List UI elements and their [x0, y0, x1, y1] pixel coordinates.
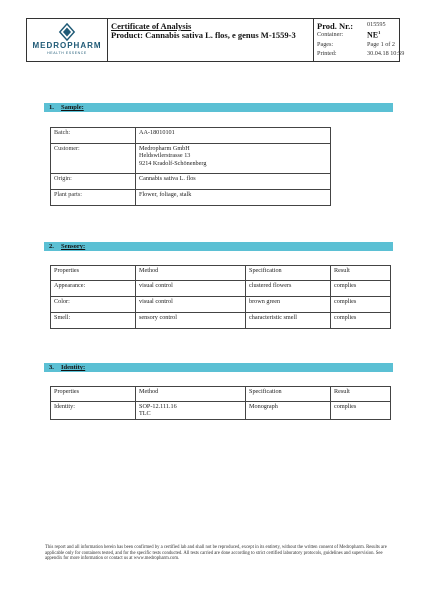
table-cell: complies	[331, 281, 391, 297]
table-header-row	[51, 266, 391, 281]
table-row	[51, 297, 391, 313]
table-cell: Batch:	[51, 128, 136, 144]
section-title: Sample:	[61, 104, 84, 111]
table-cell: Origin:	[51, 174, 136, 190]
pages-label: Pages:	[317, 41, 334, 48]
column-header: Method	[136, 387, 246, 402]
container-value: $NE^1$	[367, 30, 381, 40]
column-header: Specification	[246, 387, 331, 402]
table-cell: complies	[331, 402, 391, 420]
section-title: Sensory:	[61, 243, 86, 250]
pages-value: Page 1 of 2	[367, 41, 396, 48]
table-row	[51, 281, 391, 297]
table-cell: characteristic smell	[246, 313, 331, 329]
table-cell: visual control	[136, 281, 246, 297]
logo-subtext: HEALTH ESSENCE	[47, 51, 87, 55]
table-cell: SOP-12.111.16 TLC	[136, 402, 246, 420]
section-bar-sensory	[44, 242, 393, 251]
section-bar-identity	[44, 363, 393, 372]
prod-label: Prod. Nr.:	[317, 21, 354, 31]
table-row	[51, 174, 331, 190]
printed-label: Printed:	[317, 50, 337, 57]
table-cell: clustered flowers	[246, 281, 331, 297]
table-row	[51, 144, 331, 174]
prod-value: 015595	[367, 21, 386, 28]
table-cell: Flower, foliage, stalk	[136, 190, 331, 206]
table-cell: Color:	[51, 297, 136, 313]
title-block	[108, 19, 314, 61]
table-cell: complies	[331, 297, 391, 313]
table-cell: Cannabis sativa L. flos	[136, 174, 331, 190]
column-header: Result	[331, 266, 391, 281]
section-bar-sample	[44, 103, 393, 112]
product-title: Product: Cannabis sativa L. flos, e genus M-1559-3	[111, 30, 296, 40]
column-header: Method	[136, 266, 246, 281]
column-header: Properties	[51, 387, 136, 402]
identity-table	[50, 386, 391, 420]
section-number: 3.	[49, 364, 54, 371]
table-row	[51, 190, 331, 206]
logo-text: MEDROPHARM	[32, 41, 102, 50]
table-cell: sensory control	[136, 313, 246, 329]
footer-disclaimer: This report and all information herein has been confirmed by a certified lab and shall not be reproduced, except in its entirety, without the written consent of Medropharm. Results are applicable only for containers tested, and for the specific tests conducted. All tests carried are done according to strict certified laboratory protocols, guidelines and supervision. See appendix for more information or contact us at www.medropharm.com.	[45, 545, 387, 562]
table-cell: Monograph	[246, 402, 331, 420]
table-row	[51, 128, 331, 144]
table-header-row	[51, 387, 391, 402]
meta-block	[314, 19, 405, 61]
medropharm-logo-icon	[58, 23, 76, 41]
table-cell: Identity:	[51, 402, 136, 420]
document-header	[26, 18, 405, 62]
table-cell: Plant parts:	[51, 190, 136, 206]
sensory-table	[50, 265, 391, 329]
table-cell: brown green	[246, 297, 331, 313]
section-title: Identity:	[61, 364, 86, 371]
table-row	[51, 313, 391, 329]
printed-value: 30.04.18 10:59	[367, 50, 405, 57]
document-title: Certificate of Analysis	[111, 21, 192, 31]
table-cell: Smell:	[51, 313, 136, 329]
table-cell: AA-18010101	[136, 128, 331, 144]
sample-table	[50, 127, 331, 206]
column-header: Specification	[246, 266, 331, 281]
table-cell: Appearance:	[51, 281, 136, 297]
logo-block	[27, 19, 108, 61]
table-cell: Medropharm GmbH Heldswilerstrasse 13 9214 Kradolf-Schönenberg	[136, 144, 331, 174]
container-label: Container:	[317, 31, 344, 38]
table-row	[51, 402, 391, 420]
section-number: 2.	[49, 243, 54, 250]
table-cell: Customer:	[51, 144, 136, 174]
column-header: Result	[331, 387, 391, 402]
column-header: Properties	[51, 266, 136, 281]
section-number: 1.	[49, 104, 54, 111]
table-cell: complies	[331, 313, 391, 329]
table-cell: visual control	[136, 297, 246, 313]
